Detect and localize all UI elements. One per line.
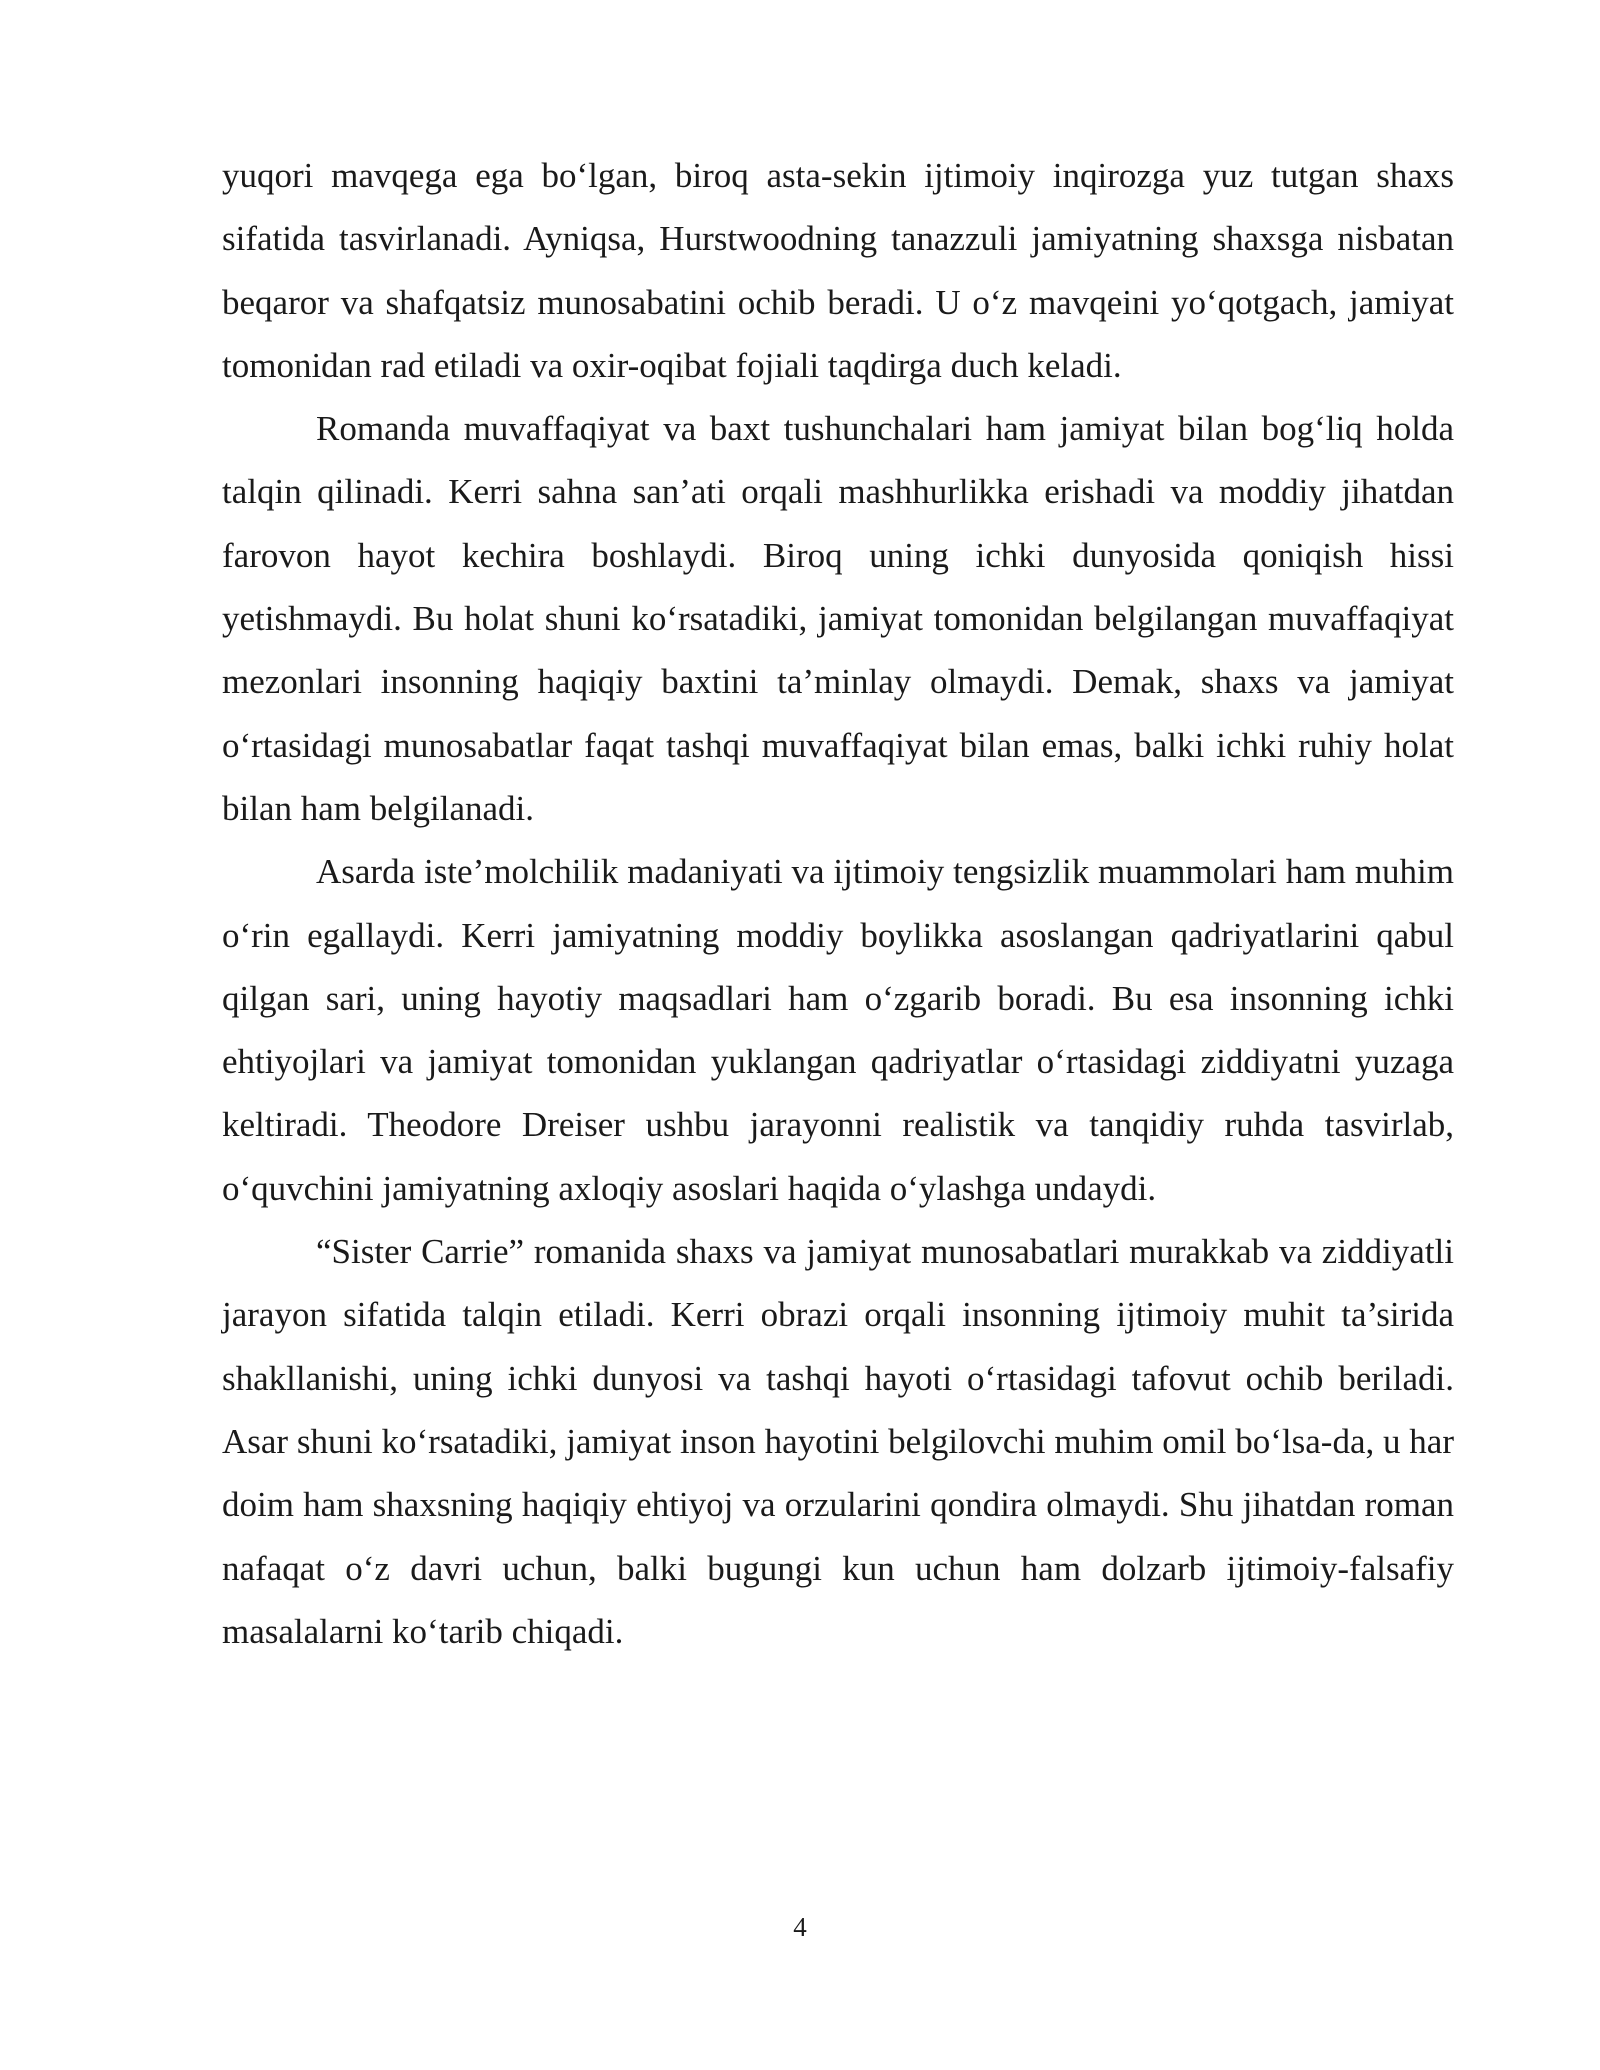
paragraph-continued: yuqori mavqega ega bo‘lgan, biroq asta-sekin ijtimoiy inqirozga yuz tutgan shaxs sifatida tasvirlanadi. Ayniqsa, Hurstwoodning tanazzuli jamiyatning shaxsga nisbatan beqaror va shafqatsiz munosabatini ochib beradi. U o‘z mavqeini yo‘qotgach, jamiyat tomonidan rad etiladi va oxir-oqibat fojiali taqdirga duch keladi. bbox=[222, 156, 1454, 385]
page-number: 4 bbox=[793, 1912, 807, 1942]
paragraph: “Sister Carrie” romanida shaxs va jamiyat munosabatlari murakkab va ziddiyatli jarayon sifatida talqin etiladi. Kerri obrazi orqali insonning ijtimoiy muhit ta’sirida shakllanishi, uning ichki dunyosi va tashqi hayoti o‘rtasidagi tafovut ochib beriladi. Asar shuni ko‘rsatadiki, jamiyat inson hayotini belgilovchi muhim omil bo‘lsa-da, u har doim ham shaxsning haqiqiy ehtiyoj va orzularini qondira olmaydi. Shu jihatdan roman nafaqat o‘z davri uchun, balki bugungi kun uchun ham dolzarb ijtimoiy-falsafiy masalalarni ko‘tarib chiqadi. bbox=[222, 1232, 1454, 1651]
paragraph: Asarda iste’molchilik madaniyati va ijtimoiy tengsizlik muammolari ham muhim o‘rin egallaydi. Kerri jamiyatning moddiy boylikka asoslangan qadriyatlarini qabul qilgan sari, uning hayotiy maqsadlari ham o‘zgarib boradi. Bu esa insonning ichki ehtiyojlari va jamiyat tomonidan yuklangan qadriyatlar o‘rtasidagi ziddiyatni yuzaga keltiradi. Theodore Dreiser ushbu jarayonni realistik va tanqidiy ruhda tasvirlab, o‘quvchini jamiyatning axloqiy asoslari haqida o‘ylashga undaydi. bbox=[222, 852, 1454, 1208]
body-text bbox=[222, 144, 1454, 1663]
paragraph: Romanda muvaffaqiyat va baxt tushunchalari ham jamiyat bilan bog‘liq holda talqin qilinadi. Kerri sahna san’ati orqali mashhurlikka erishadi va moddiy jihatdan farovon hayot kechira boshlaydi. Biroq uning ichki dunyosida qoniqish hissi yetishmaydi. Bu holat shuni ko‘rsatadiki, jamiyat tomonidan belgilangan muvaffaqiyat mezonlari insonning haqiqiy baxtini ta’minlay olmaydi. Demak, shaxs va jamiyat o‘rtasidagi munosabatlar faqat tashqi muvaffaqiyat bilan emas, balki ichki ruhiy holat bilan ham belgilanadi. bbox=[222, 409, 1454, 828]
